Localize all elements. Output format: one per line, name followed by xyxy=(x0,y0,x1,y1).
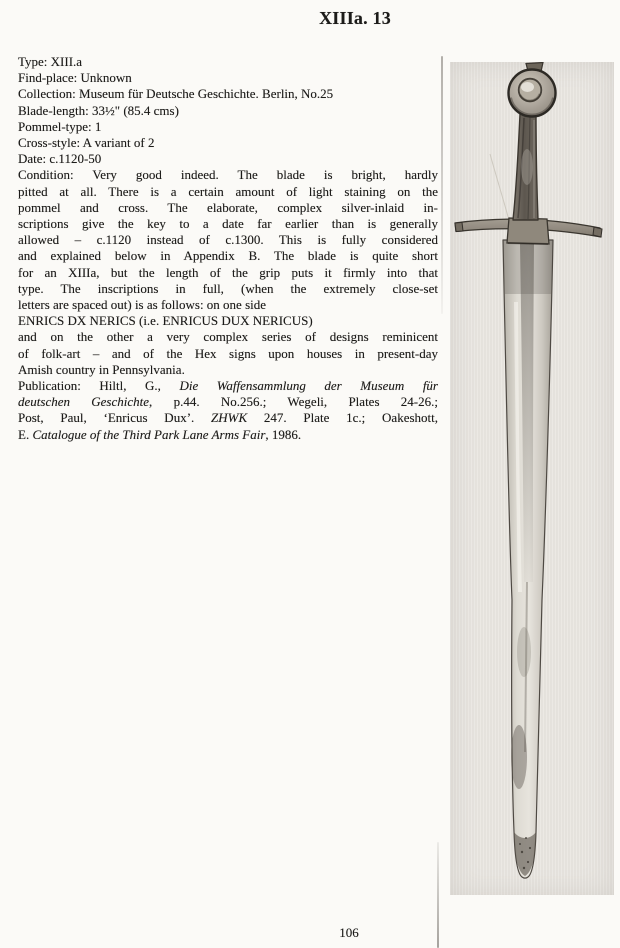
text-line: type. The inscriptions in full, (when the extremely close-set xyxy=(18,280,438,296)
text-line: of folk-art – and of the Hex signs upon houses in present-day xyxy=(18,345,438,361)
text-line: Publication: Hiltl, G., Die Waffensammlung der Museum für xyxy=(18,378,438,394)
text-line: Blade-length: 33½" (85.4 cms) xyxy=(18,102,179,118)
page-title: XIIIa. 13 xyxy=(319,8,391,28)
text-line: ENRICS DX NERICS (i.e. ENRICUS DUX NERICUS) xyxy=(18,313,313,329)
text-line: pommel and cross. The elaborate, complex silver-inlaid in- xyxy=(18,199,438,215)
text-line: Collection: Museum für Deutsche Geschichte. Berlin, No.25 xyxy=(18,86,334,102)
text-line: E. Catalogue of the Third Park Lane Arms Fair, 1986. xyxy=(18,426,302,442)
text-line: deutschen Geschichte, p.44. No.256.; Wegeli, Plates 24-26.; xyxy=(18,394,438,410)
page-crease-top xyxy=(441,56,443,314)
crossguard-left-tip xyxy=(455,222,463,231)
blade-tip-shading xyxy=(514,832,536,876)
pommel-hub-highlight xyxy=(521,82,534,92)
text-line: Post, Paul, ‘Enricus Dux’. ZHWK 247. Plate 1c.; Oakeshott, xyxy=(18,410,438,426)
text-line: Type: XIII.a xyxy=(18,54,83,69)
sword-photograph xyxy=(450,62,614,895)
text-line: Pommel-type: 1 xyxy=(18,118,102,134)
text-line: Find-place: Unknown xyxy=(18,70,132,86)
entry-text-column xyxy=(18,54,438,443)
blade-stain xyxy=(511,725,527,789)
page-number: 106 xyxy=(339,925,359,940)
crossguard-right-tip xyxy=(593,227,602,237)
text-line: allowed – c.1120 instead of c.1300. This is fully considered xyxy=(18,232,438,248)
text-line: Amish country in Pennsylvania. xyxy=(18,361,185,377)
grip-highlight xyxy=(521,149,533,185)
text-line: and explained below in Appendix B. The blade is quite short xyxy=(18,248,438,264)
text-line: Date: c.1120-50 xyxy=(18,151,102,167)
crossguard-under-shadow xyxy=(508,243,548,244)
text-line: pitted at all. There is a certain amount of light staining on the xyxy=(18,183,438,199)
crossguard-center-block xyxy=(507,218,549,244)
text-line: scriptions give the key to a date far earlier than is generally xyxy=(18,216,438,232)
text-line: Condition: Very good indeed. The blade is bright, hardly xyxy=(18,167,438,183)
text-line: for an XIIIa, but the length of the grip puts it firmly into that xyxy=(18,264,438,280)
page-crease-bottom xyxy=(437,842,439,948)
text-line: and on the other a very complex series of designs reminicent xyxy=(18,329,438,345)
text-line: Cross-style: A variant of 2 xyxy=(18,135,155,151)
blade-stain xyxy=(517,627,531,677)
text-line: letters are spaced out) is as follows: on one side xyxy=(18,297,267,313)
sword-illustration xyxy=(450,62,614,895)
